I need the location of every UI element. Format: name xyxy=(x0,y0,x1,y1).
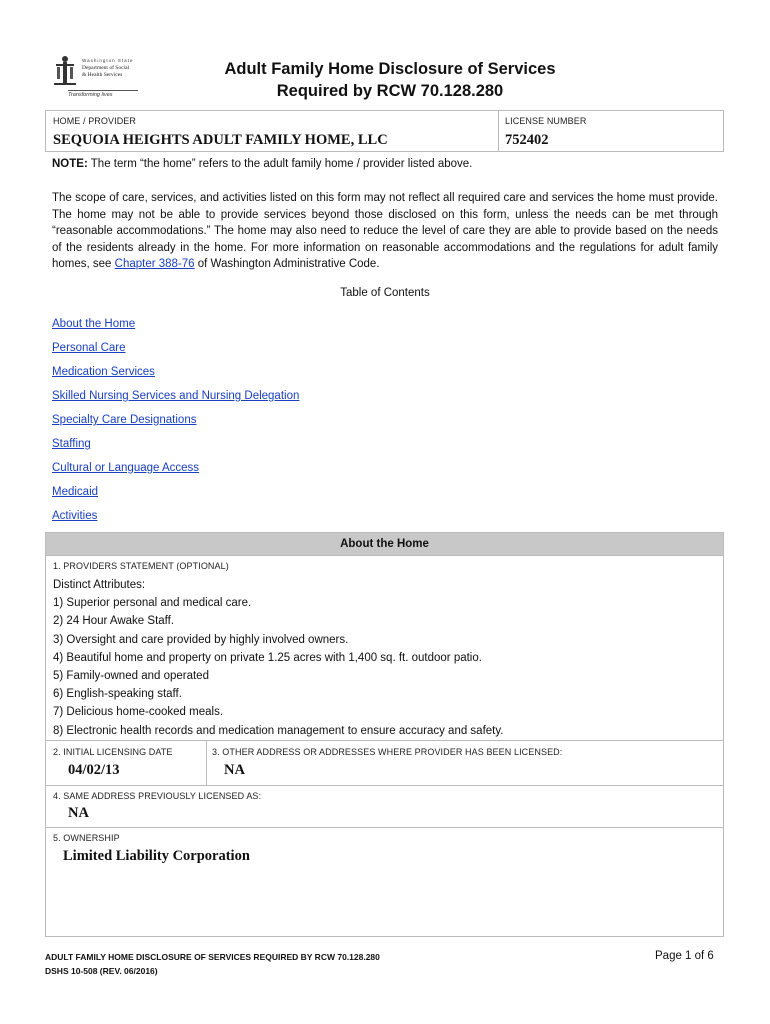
license-number-label: LICENSE NUMBER xyxy=(505,116,587,126)
attribute-item: 7) Delicious home-cooked meals. xyxy=(53,706,224,719)
toc-link-staffing[interactable]: Staffing xyxy=(52,438,91,450)
about-the-home-section xyxy=(45,532,724,937)
providers-statement-label: 1. PROVIDERS STATEMENT (OPTIONAL) xyxy=(53,561,229,571)
logo-dept-line2: & Health Services xyxy=(82,71,123,78)
attribute-item: 1) Superior personal and medical care. xyxy=(53,597,252,610)
toc-link-specialty-care[interactable]: Specialty Care Designations xyxy=(52,414,197,426)
chapter-388-76-link[interactable]: Chapter 388-76 xyxy=(114,258,195,270)
attributes-list xyxy=(53,576,503,740)
attributes-title: Distinct Attributes: xyxy=(53,579,146,591)
initial-licensing-date-value: 04/02/13 xyxy=(68,762,120,778)
toc-link-cultural-language[interactable]: Cultural or Language Access xyxy=(52,462,200,474)
scope-text-end: of Washington Administrative Code. xyxy=(194,258,380,270)
attribute-item: 3) Oversight and care provided by highly involved owners. xyxy=(53,633,349,646)
footer-form-title: ADULT FAMILY HOME DISCLOSURE OF SERVICES REQUIRED BY RCW 70.128.280 xyxy=(45,952,380,962)
logo-department xyxy=(82,65,142,78)
toc-link-skilled-nursing[interactable]: Skilled Nursing Services and Nursing Delegation xyxy=(52,390,300,402)
attribute-item: 6) English-speaking staff. xyxy=(53,688,182,701)
ownership-value: Limited Liability Corporation xyxy=(63,848,250,864)
same-address-value: NA xyxy=(68,805,89,821)
attribute-item: 4) Beautiful home and property on private 1.25 acres with 1,400 sq. ft. outdoor patio. xyxy=(53,651,482,664)
license-number-value: 752402 xyxy=(505,132,549,148)
initial-licensing-date-label: 2. INITIAL LICENSING DATE xyxy=(53,747,173,757)
dshs-logo xyxy=(52,55,140,101)
attribute-item: 2) 24 Hour Awake Staff. xyxy=(53,615,175,628)
toc-link-medicaid[interactable]: Medicaid xyxy=(52,486,99,498)
footer-form-number: DSHS 10-508 (REV. 06/2016) xyxy=(45,966,158,976)
about-heading: About the Home xyxy=(46,533,723,555)
home-provider-label: HOME / PROVIDER xyxy=(53,116,137,126)
same-address-label: 4. SAME ADDRESS PREVIOUSLY LICENSED AS: xyxy=(53,791,262,801)
toc-link-medication-services[interactable]: Medication Services xyxy=(52,366,155,378)
document-title: Adult Family Home Disclosure of Services xyxy=(224,60,556,78)
dshs-emblem-icon xyxy=(52,55,78,87)
toc-heading: Table of Contents xyxy=(340,287,430,299)
scope-text: The scope of care, services, and activities listed on this form may not reflect all required care and services the home must provide. The home may not be able to provide services beyond those disclosed on this form, unless the needs can be met through “reasonable accommodations.” The home may also need to reduce the level of care they are able to provide based on the needs of the residents already in the home. For more information on reasonable accommodations and the regulations for adult family homes, see xyxy=(52,192,718,270)
scope-paragraph xyxy=(52,190,718,273)
note-text: The term “the home” refers to the adult family home / provider listed above. xyxy=(87,158,473,170)
attribute-item: 5) Family-owned and operated xyxy=(53,670,209,683)
note-label: NOTE: xyxy=(52,158,88,170)
page-number: Page 1 of 6 xyxy=(655,950,714,962)
logo-dept-line1: Department of Social xyxy=(82,65,130,71)
ownership-label: 5. OWNERSHIP xyxy=(53,833,120,843)
attribute-item: 8) Electronic health records and medication management to ensure accuracy and safety. xyxy=(53,724,504,737)
logo-state: Washington State xyxy=(82,58,134,63)
other-addresses-value: NA xyxy=(224,762,245,778)
document-subtitle: Required by RCW 70.128.280 xyxy=(276,82,504,100)
provider-table xyxy=(45,110,724,152)
logo-tagline: Transforming lives xyxy=(68,90,138,98)
toc-link-activities[interactable]: Activities xyxy=(52,510,98,522)
home-provider-value: SEQUOIA HEIGHTS ADULT FAMILY HOME, LLC xyxy=(53,132,388,148)
toc-link-about-the-home[interactable]: About the Home xyxy=(52,318,136,330)
note xyxy=(52,158,472,170)
other-addresses-label: 3. OTHER ADDRESS OR ADDRESSES WHERE PROVIDER HAS BEEN LICENSED: xyxy=(212,747,563,757)
toc-link-personal-care[interactable]: Personal Care xyxy=(52,342,126,354)
